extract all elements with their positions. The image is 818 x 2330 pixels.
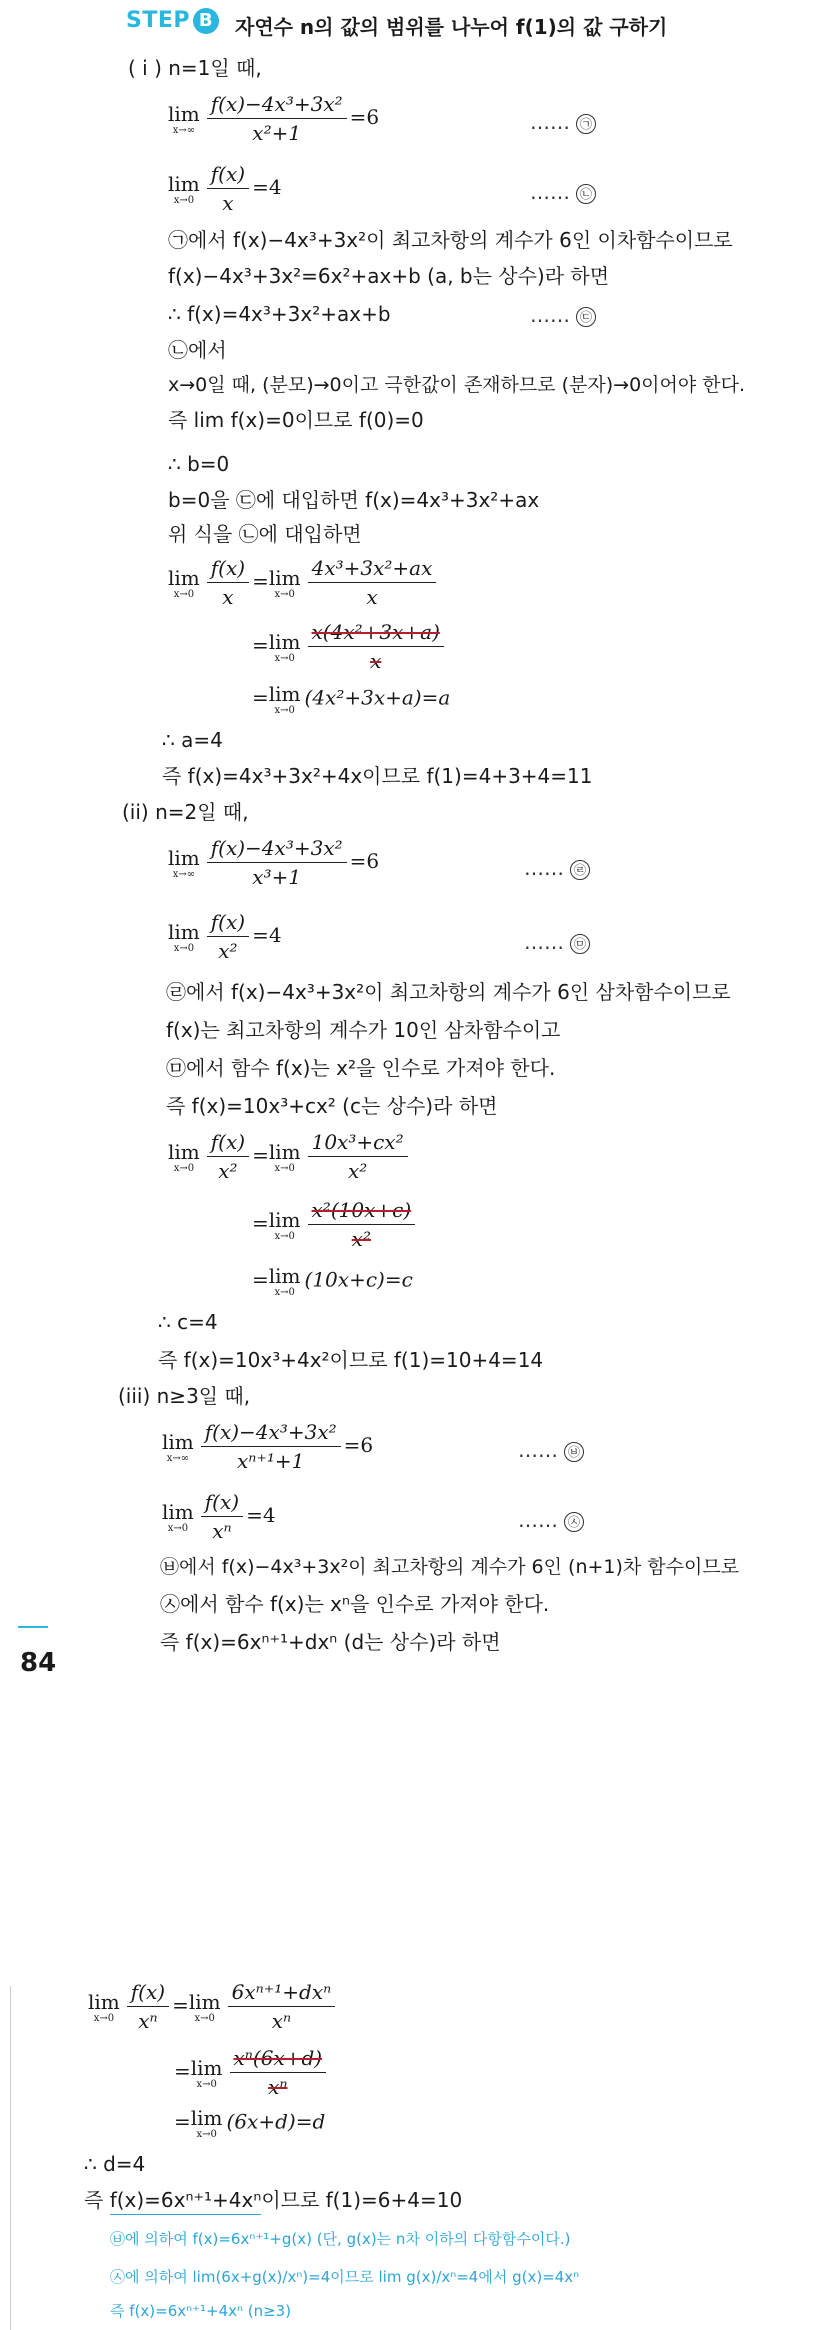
- case1-line2: f(x)−4x³+3x²=6x²+ax+b (a, b는 상수)라 하면: [168, 264, 610, 288]
- case1-line11: 즉 f(x)=4x³+3x²+4x이므로 f(1)=4+3+4=11: [162, 764, 593, 788]
- case1-eq1: lim x→∞ $\frac{\text{f(x)−4x³+3x²}}{\text{x²+1}}$ =6: [168, 92, 380, 145]
- case2-eq2: lim x→0 $\frac{f(x)}{\text{x²}}$ =4: [168, 910, 282, 963]
- case3-label: (iii) n≥3일 때,: [118, 1384, 251, 1408]
- case2-line2: f(x)는 최고차항의 계수가 10인 삼차함수이고: [166, 1018, 561, 1042]
- case3-eq2: lim x→0 $\frac{f(x)}{\text{xⁿ}}$ =4: [162, 1490, 276, 1543]
- case1-line3-mark: …… ㉢: [530, 303, 596, 327]
- case3-line1: ㉥에서 f(x)−4x³+3x²이 최고차항의 계수가 6인 (n+1)차 함수이므로: [160, 1556, 740, 1578]
- case1-line1: ㉠에서 f(x)−4x³+3x²이 최고차항의 계수가 6인 이차함수이므로: [168, 228, 733, 252]
- case3-line4: ∴ d=4: [84, 2152, 146, 2176]
- case3-line5: 즉 f(x)=6xⁿ⁺¹+4xⁿ이므로 f(1)=6+4=10: [84, 2188, 462, 2212]
- case2-line4: 즉 f(x)=10x³+cx² (c는 상수)라 하면: [166, 1094, 498, 1118]
- case2-line1: ㉣에서 f(x)−4x³+3x²이 최고차항의 계수가 6인 삼차함수이므로: [166, 980, 731, 1004]
- case1-line5: x→0일 때, (분모)→0이고 극한값이 존재하므로 (분자)→0이어야 한다.: [168, 374, 746, 396]
- case1-line3: ∴ f(x)=4x³+3x²+ax+b: [168, 302, 391, 326]
- step-badge: B: [193, 8, 219, 34]
- step-title: 자연수 n의 값의 범위를 나누어 f(1)의 값 구하기: [235, 15, 668, 39]
- case2-label: (ii) n=2일 때,: [122, 800, 249, 824]
- case1-label: ( i ) n=1일 때,: [128, 56, 262, 80]
- case2-line5: ∴ c=4: [158, 1310, 218, 1334]
- case2-deriv1: lim x→0 $\frac{f(x)}{\text{x²}}$ = lim x→0 $\frac{\text{10x³+cx²}}{\text{x²}}$: [168, 1130, 411, 1183]
- answer-underline: f(x)=6xⁿ⁺¹+4xⁿ: [110, 2188, 262, 2215]
- case1-eq2-mark: …… ㉡: [530, 180, 596, 204]
- case2-line6: 즉 f(x)=10x³+4x²이므로 f(1)=10+4=14: [158, 1348, 544, 1372]
- case3-eq2-mark: …… ㉦: [518, 1508, 584, 1532]
- step-label: STEP B: [126, 8, 219, 34]
- note-3: 즉 f(x)=6xⁿ⁺¹+4xⁿ (n≥3): [110, 2302, 292, 2320]
- note-1: ㉥에 의하여 f(x)=6xⁿ⁺¹+g(x) (단, g(x)는 n차 이하의 다항함수이다.): [110, 2230, 571, 2248]
- case2-eq1: lim x→∞ $\frac{\text{f(x)−4x³+3x²}}{\text{x³+1}}$ =6: [168, 836, 380, 889]
- case1-line10: ∴ a=4: [162, 728, 223, 752]
- case2-eq1-mark: …… ㉣: [524, 856, 590, 880]
- case1-line4: ㉡에서: [168, 338, 227, 362]
- case3-line3: 즉 f(x)=6xⁿ⁺¹+dxⁿ (d는 상수)라 하면: [160, 1630, 501, 1654]
- case2-deriv2: = lim x→0 $\frac{\text{x²(10x+c)}}{\text{x²}}$: [252, 1198, 418, 1251]
- case3-deriv3: = lim x→0 (6x+d)=d: [174, 2106, 326, 2140]
- case1-eq2: lim x→0 $\frac{f(x)}{x}$ =4: [168, 162, 282, 215]
- case1-line9: 위 식을 ㉡에 대입하면: [168, 522, 362, 546]
- case1-deriv2: = lim x→0 $\frac{\text{x(4x²+3x+a)}}{x}$: [252, 620, 447, 673]
- note-2: ㉦에 의하여 lim(6x+g(x)/xⁿ)=4이므로 lim g(x)/xⁿ=4에서 g(x)=4xⁿ: [110, 2268, 580, 2286]
- case1-line6: 즉 lim f(x)=0이므로 f(0)=0: [168, 408, 424, 432]
- case1-line8: b=0을 ㉢에 대입하면 f(x)=4x³+3x²+ax: [168, 488, 540, 512]
- case1-deriv1: lim x→0 $\frac{f(x)}{x}$ = lim x→0 $\frac{\text{4x³+3x²+ax}}{x}$: [168, 556, 439, 609]
- case2-eq2-mark: …… ㉤: [524, 930, 590, 954]
- page-number-rule: [18, 1626, 48, 1628]
- case3-eq1-mark: …… ㉥: [518, 1438, 584, 1462]
- case1-line7: ∴ b=0: [168, 452, 230, 476]
- case3-deriv1: lim x→0 $\frac{f(x)}{\text{xⁿ}}$ = lim x→0 $\frac{\text{6xⁿ⁺¹+dxⁿ}}{\text{xⁿ}}$: [88, 1980, 338, 2033]
- column-separator: [10, 1986, 11, 2330]
- case3-deriv2: = lim x→0 $\frac{\text{xⁿ(6x+d)}}{\text{xⁿ}}$: [174, 2046, 329, 2099]
- case2-deriv3: = lim x→0 (10x+c)=c: [252, 1264, 413, 1298]
- case3-eq1: lim x→∞ $\frac{\text{f(x)−4x³+3x²}}{\text{xⁿ⁺¹+1}}$ =6: [162, 1420, 374, 1473]
- page-number: 84: [20, 1648, 57, 1678]
- case2-line3: ㉤에서 함수 f(x)는 x²을 인수로 가져야 한다.: [166, 1056, 556, 1080]
- case1-deriv3: = lim x→0 (4x²+3x+a)=a: [252, 682, 451, 716]
- case1-eq1-mark: …… ㉠: [530, 110, 596, 134]
- case3-line2: ㉦에서 함수 f(x)는 xⁿ을 인수로 가져야 한다.: [160, 1592, 550, 1616]
